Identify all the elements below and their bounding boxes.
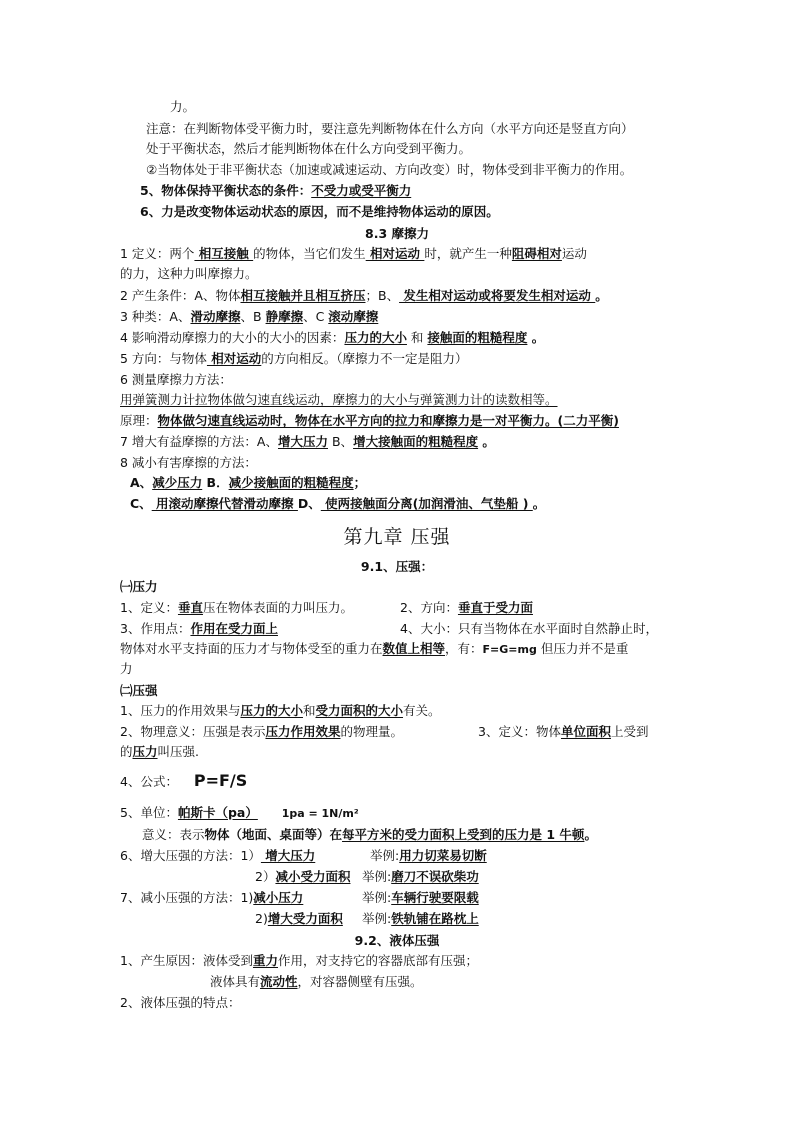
text-line: 6、增大压强的方法：1） 增大压力 bbox=[120, 848, 316, 863]
text-line: 6 测量摩擦力方法： bbox=[120, 372, 232, 387]
text-line: 举例:用力切菜易切断 bbox=[370, 848, 487, 863]
text-line: 力。 bbox=[170, 99, 196, 114]
text-line: C、 用滚动摩擦代替滑动摩擦 D、 使两接触面分离(加润滑油、气垫船 ) 。 bbox=[130, 496, 546, 511]
text-line: 3 种类：A、滑动摩擦、B 静摩擦、C 滚动摩擦 bbox=[120, 309, 379, 324]
chapter-title: 第九章 压强 bbox=[343, 526, 451, 548]
text-line: 注意：在判断物体受平衡力时，要注意先判断物体在什么方向（水平方向还是竖直方向） bbox=[146, 121, 634, 136]
text-line: 7、减小压强的方法：1)减小压力 bbox=[120, 890, 304, 905]
text-line: 2、液体压强的特点： bbox=[120, 995, 241, 1010]
text-line: 物体对水平支持面的压力才与物体受至的重力在数值上相等，有：F=G=mg 但压力并不是重 bbox=[120, 641, 629, 656]
text-line: 举例:铁轨铺在路枕上 bbox=[362, 911, 479, 926]
text-line: 的力，这种力叫摩擦力。 bbox=[120, 266, 258, 281]
text-line: 5、物体保持平衡状态的条件：不受力或受平衡力 bbox=[140, 183, 412, 198]
text-line: 2)增大受力面积 bbox=[255, 911, 343, 926]
subsection-heading: ㈡压强 bbox=[120, 683, 158, 698]
text-line: 1、产生原因：液体受到重力作用，对支持它的容器底部有压强； bbox=[120, 953, 478, 968]
text-line: 4、大小：只有当物体在水平面时自然静止时， bbox=[400, 621, 658, 636]
text-line: 3、作用点：作用在受力面上 bbox=[120, 621, 278, 636]
text-line: 用弹簧测力计拉物体做匀速直线运动，摩擦力的大小与弹簧测力计的读数相等。 bbox=[120, 392, 558, 407]
text-line: 处于平衡状态，然后才能判断物体在什么方向受到平衡力。 bbox=[146, 141, 472, 156]
text-line: 5、单位：帕斯卡（pa） 1pa = 1N/m² bbox=[120, 805, 359, 820]
text-line: 6、力是改变物体运动状态的原因，而不是维持物体运动的原因。 bbox=[140, 204, 499, 219]
text-line: 8 减小有害摩擦的方法： bbox=[120, 455, 257, 470]
text-line: 1、压力的作用效果与压力的大小和受力面积的大小有关。 bbox=[120, 703, 441, 718]
text-line: 1、定义：垂直压在物体表面的力叫压力。 bbox=[120, 600, 353, 615]
text-line: 液体具有流动性，对容器侧壁有压强。 bbox=[210, 974, 423, 989]
section-heading: 9.2、液体压强 bbox=[354, 933, 440, 948]
text-line: 2）减小受力面积 bbox=[255, 869, 351, 884]
text-line: 举例:磨刀不误砍柴功 bbox=[362, 869, 479, 884]
text-line: 4 影响滑动摩擦力的大小的大小的因素：压力的大小 和 接触面的粗糙程度 。 bbox=[120, 330, 545, 345]
text-line: 的压力叫压强. bbox=[120, 744, 200, 759]
text-line: 7 增大有益摩擦的方法：A、增大压力 B、增大接触面的粗糙程度 。 bbox=[120, 434, 495, 449]
text-line: 举例:车辆行驶要限载 bbox=[362, 890, 479, 905]
subsection-heading: ㈠压力 bbox=[120, 579, 158, 594]
text-line: 原理：物体做匀速直线运动时，物体在水平方向的拉力和摩擦力是一对平衡力。(二力平衡) bbox=[120, 413, 619, 428]
text-line: 2 产生条件：A、物体相互接触并且相互挤压；B、 发生相对运动或将要发生相对运动 。 bbox=[120, 288, 608, 303]
text-line: 4、公式： P=F/S bbox=[120, 771, 248, 790]
text-line: 2、物理意义：压强是表示压力作用效果的物理量。 bbox=[120, 724, 403, 739]
section-heading: 9.1、压强： bbox=[360, 559, 434, 574]
text-line: 5 方向：与物体 相对运动的方向相反。（摩擦力不一定是阻力） bbox=[120, 351, 468, 366]
text-line: 力 bbox=[120, 661, 133, 676]
text-line: 2、方向：垂直于受力面 bbox=[400, 600, 533, 615]
text-line: 意义：表示物体（地面、桌面等）在每平方米的受力面积上受到的压力是 1 牛顿。 bbox=[142, 827, 597, 842]
section-heading: 8.3 摩擦力 bbox=[365, 226, 429, 241]
text-line: ②当物体处于非平衡状态（加速或减速运动、方向改变）时，物体受到非平衡力的作用。 bbox=[146, 162, 633, 177]
text-line: 3、定义：物体单位面积上受到 bbox=[478, 724, 649, 739]
text-line: 1 定义：两个 相互接触 的物体，当它们发生 相对运动 时，就产生一种阻碍相对运动 bbox=[120, 246, 587, 261]
text-line: A、减少压力 B．减少接触面的粗糙程度； bbox=[130, 475, 367, 490]
